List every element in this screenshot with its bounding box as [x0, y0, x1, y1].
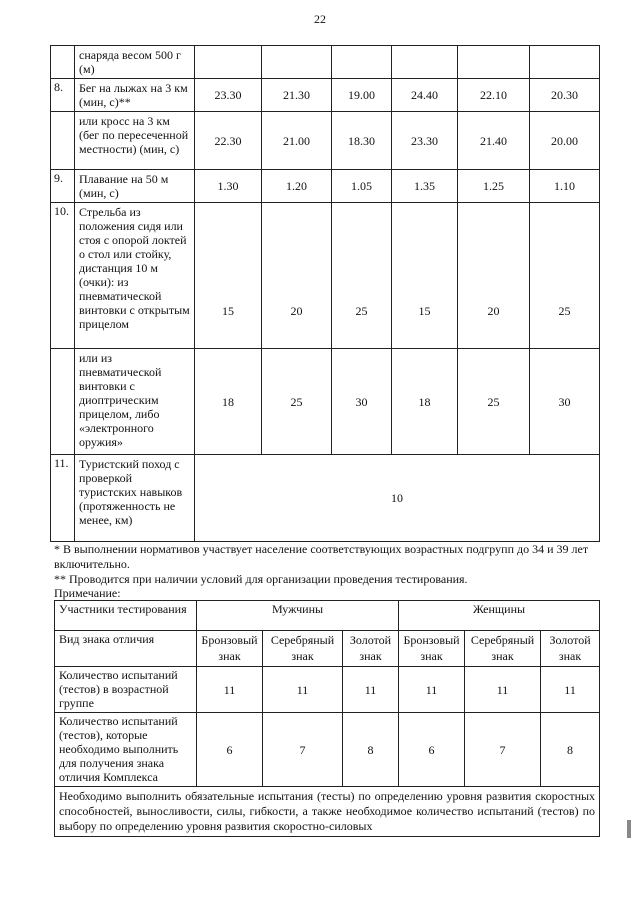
badge-type-label: Вид знака отличия: [55, 631, 197, 667]
note-heading: Примечание:: [54, 586, 121, 600]
value-cell: [392, 46, 458, 79]
value-cell: [262, 46, 332, 79]
value-cell: 1.35: [392, 170, 458, 203]
value-cell: 8: [541, 713, 600, 787]
footnote-testing-conditions: ** Проводится при наличии условий для организации проведения тестирования.: [54, 572, 468, 586]
value-cell: 25: [458, 349, 530, 455]
value-cell: 1.25: [458, 170, 530, 203]
value-cell: 23.30: [195, 79, 262, 112]
value-cell: 21.30: [262, 79, 332, 112]
men-header: Мужчины: [197, 601, 399, 631]
test-name: Плавание на 50 м (мин, с): [75, 170, 195, 203]
table-row: [55, 787, 600, 837]
tests-count-label: Количество испытаний (тестов) в возрастной группе: [55, 667, 197, 713]
row-number: 11.: [51, 455, 75, 542]
value-cell: [458, 46, 530, 79]
value-cell: 21.40: [458, 112, 530, 170]
table-row: [51, 112, 600, 170]
participants-label: Участники тестирования: [55, 601, 197, 631]
value-cell: 15: [392, 203, 458, 349]
badge-type-cell: Серебряный знак: [263, 631, 343, 667]
value-cell: 6: [197, 713, 263, 787]
test-name: снаряда весом 500 г (м): [75, 46, 195, 79]
row-number: 10.: [51, 203, 75, 349]
value-cell: 15: [195, 203, 262, 349]
row-number: 9.: [51, 170, 75, 203]
value-cell: 11: [399, 667, 465, 713]
test-name: или кросс на 3 км (бег по пересеченной местности) (мин, с): [75, 112, 195, 170]
footnote-age-groups: * В выполнении нормативов участвует население соответствующих возрастных подгрупп до 34 и 39 лет включительно.: [54, 542, 589, 571]
test-name: Бег на лыжах на 3 км (мин, с)**: [75, 79, 195, 112]
value-cell: 24.40: [392, 79, 458, 112]
requirements-note: Необходимо выполнить обязательные испытания (тесты) по определению уровня развития скоростных способностей, выносливости, силы, гибкости, а также необходимое количество испытаний (тестов) по выбору по определению уровня развития скоростно-силовых: [55, 787, 600, 837]
value-cell: 25: [262, 349, 332, 455]
value-cell: 30: [530, 349, 600, 455]
value-cell: [530, 46, 600, 79]
badge-type-cell: Золотой знак: [343, 631, 399, 667]
value-cell: 22.10: [458, 79, 530, 112]
value-cell: 11: [263, 667, 343, 713]
value-cell: 19.00: [332, 79, 392, 112]
table-row: [51, 170, 600, 203]
value-cell: [195, 46, 262, 79]
value-cell: 11: [465, 667, 541, 713]
table-row: [51, 79, 600, 112]
table-row: [51, 455, 600, 542]
value-cell: 20.30: [530, 79, 600, 112]
table-row: [55, 601, 600, 631]
row-number: [51, 46, 75, 79]
table-row: [55, 713, 600, 787]
badge-type-cell: Бронзовый знак: [197, 631, 263, 667]
page-number: 22: [314, 12, 326, 26]
badge-requirements-table: [54, 600, 600, 837]
test-name: Стрельба из положения сидя или стоя с опорой локтей о стол или стойку, дистанция 10 м (очки): из пневматической винтовки с открытым прицелом: [75, 203, 195, 349]
row-number: [51, 112, 75, 170]
value-cell: 20: [458, 203, 530, 349]
value-cell: 22.30: [195, 112, 262, 170]
value-cell: 11: [541, 667, 600, 713]
norms-table: [50, 45, 600, 542]
value-cell: 11: [343, 667, 399, 713]
table-row: [51, 203, 600, 349]
value-cell: 1.05: [332, 170, 392, 203]
value-cell: 20: [262, 203, 332, 349]
scan-mark: [627, 820, 631, 838]
value-cell: 7: [465, 713, 541, 787]
value-cell: 23.30: [392, 112, 458, 170]
table-row: [51, 46, 600, 79]
badge-type-cell: Серебряный знак: [465, 631, 541, 667]
badge-type-cell: Бронзовый знак: [399, 631, 465, 667]
required-tests-label: Количество испытаний (тестов), которые необходимо выполнить для получения знака отличия Комплекса: [55, 713, 197, 787]
value-cell: 25: [332, 203, 392, 349]
value-cell: [332, 46, 392, 79]
test-name: или из пневматической винтовки с диоптрическим прицелом, либо «электронного оружия»: [75, 349, 195, 455]
row-number: [51, 349, 75, 455]
table-row: [51, 349, 600, 455]
table-row: [55, 667, 600, 713]
women-header: Женщины: [399, 601, 600, 631]
value-cell: 30: [332, 349, 392, 455]
value-cell: 6: [399, 713, 465, 787]
value-cell: 18: [392, 349, 458, 455]
value-cell: 18: [195, 349, 262, 455]
value-cell: 11: [197, 667, 263, 713]
value-cell: 8: [343, 713, 399, 787]
badge-type-cell: Золотой знак: [541, 631, 600, 667]
value-cell: 25: [530, 203, 600, 349]
value-cell: 1.20: [262, 170, 332, 203]
merged-value-cell: 10: [195, 455, 600, 542]
value-cell: 21.00: [262, 112, 332, 170]
value-cell: 1.10: [530, 170, 600, 203]
table-row: [55, 631, 600, 667]
value-cell: 1.30: [195, 170, 262, 203]
value-cell: 18.30: [332, 112, 392, 170]
value-cell: 7: [263, 713, 343, 787]
row-number: 8.: [51, 79, 75, 112]
value-cell: 20.00: [530, 112, 600, 170]
test-name: Туристский поход с проверкой туристских навыков (протяженность не менее, км): [75, 455, 195, 542]
